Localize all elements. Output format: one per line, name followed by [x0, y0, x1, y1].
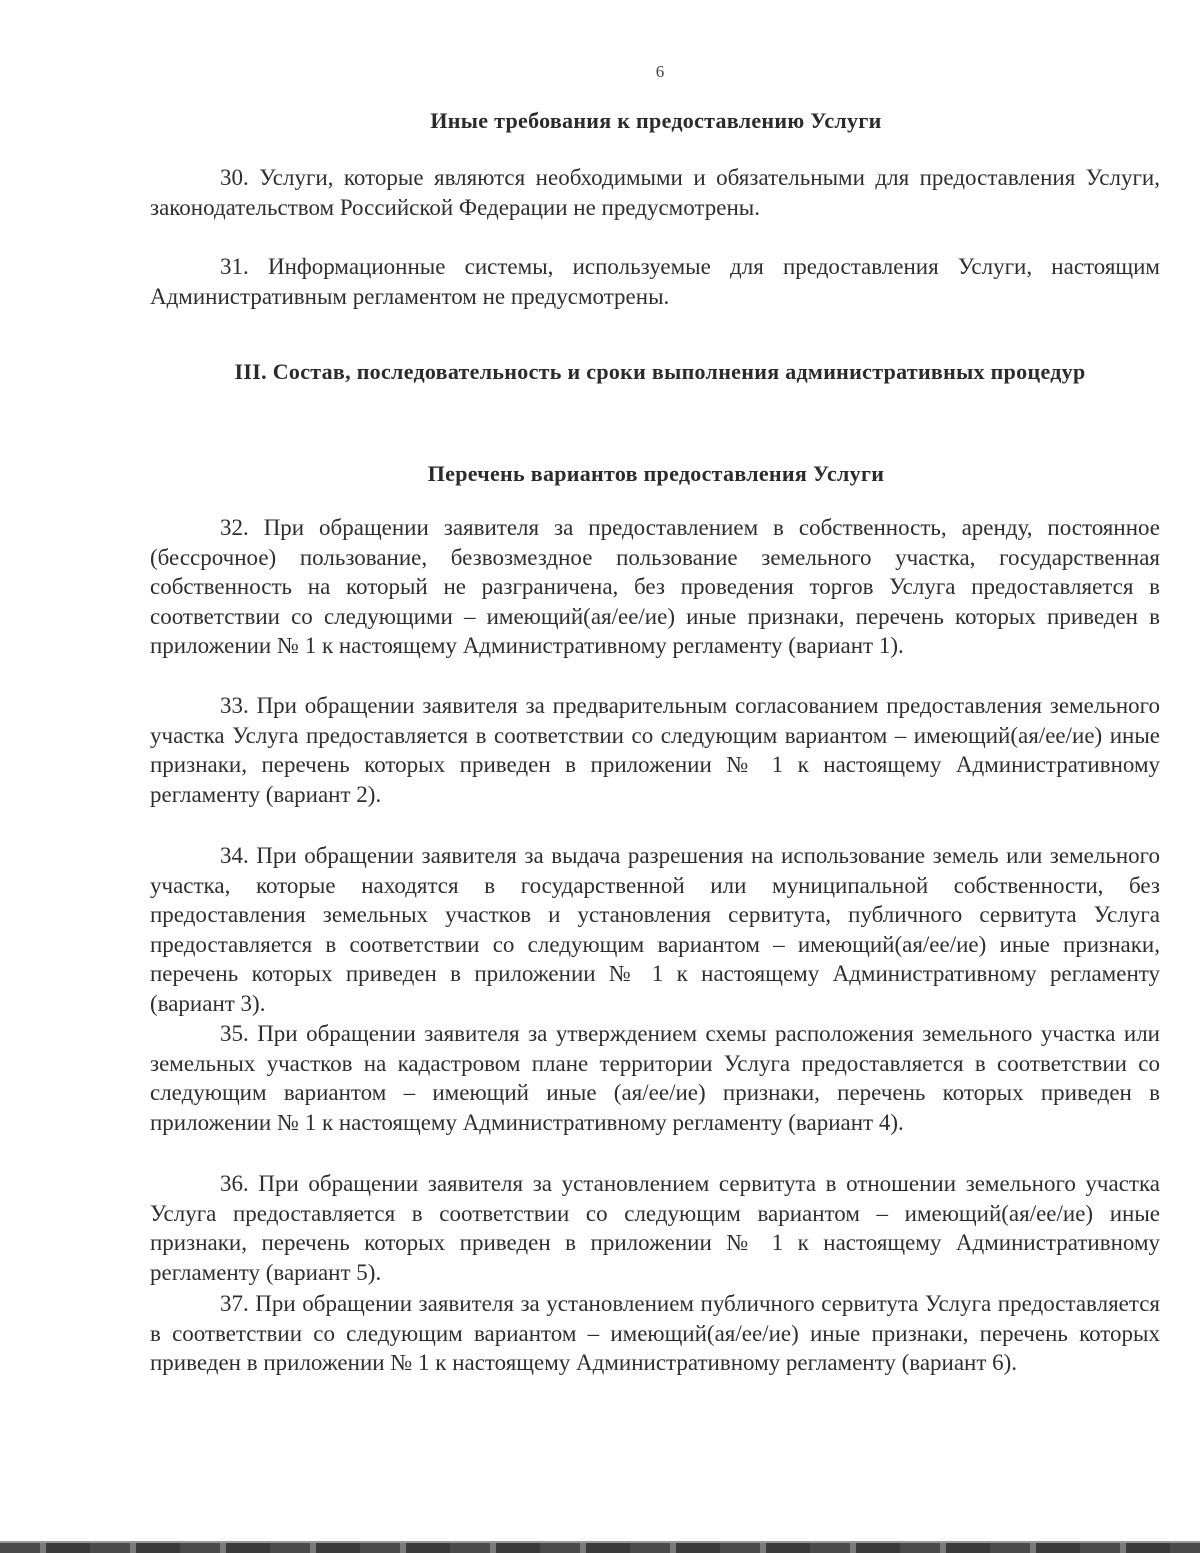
paragraph-36: 36. При обращении заявителя за установлением сервитута в отношении земельного участка Услуга предоставляется в соответствии со следующим вариантом – имеющий(ая/ее/ие) иные признаки, перечень которых приведен в приложении № 1 к настоящему Административному регламенту (вариант 5).	[150, 1171, 1160, 1285]
paragraph-31: 31. Информационные системы, используемые для предоставления Услуги, настоящим Административным регламентом не предусмотрены.	[150, 254, 1160, 309]
paragraph-33: 33. При обращении заявителя за предварительным согласованием предоставления земельного участка Услуга предоставляется в соответствии со следующим вариантом – имеющий(ая/ее/ие) иные признаки, перечень которых приведен в приложении № 1 к настоящему Административному регламенту (вариант 2).	[150, 693, 1160, 807]
heading-section-3: III. Состав, последовательность и сроки выполнения административных процедур	[234, 359, 1086, 384]
heading-other-requirements: Иные требования к предоставлению Услуги	[430, 108, 882, 133]
paragraph-34: 34. При обращении заявителя за выдача разрешения на использование земель или земельного участка, которые находятся в государственной или муниципальной собственности, без предоставления земельных участков и установления сервитута, публичного сервитута Услуга предоставляется в соответствии со следующим вариантом – имеющий(ая/ее/ие) иные признаки, перечень которых приведен в приложении № 1 к настоящему Административному регламенту (вариант 3).	[150, 843, 1160, 1016]
scan-edge	[0, 1543, 1200, 1553]
paragraph-30: 30. Услуги, которые являются необходимыми и обязательными для предоставления Услуги, законодательством Российской Федерации не предусмотрены.	[150, 165, 1160, 220]
paragraph-37: 37. При обращении заявителя за установлением публичного сервитута Услуга предоставляется в соответствии со следующим вариантом – имеющий(ая/ее/ие) иные признаки, перечень которых приведен в приложении № 1 к настоящему Административному регламенту (вариант 6).	[150, 1291, 1160, 1376]
heading-variants-list: Перечень вариантов предоставления Услуги	[427, 461, 885, 486]
paragraph-32: 32. При обращении заявителя за предоставлением в собственность, аренду, постоянное (бессрочное) пользование, безвозмездное пользование земельного участка, государственная собственность на который не разграничена, без проведения торгов Услуга предоставляется в соответствии со следующими – имеющий(ая/ее/ие) иные признаки, перечень которых приведен в приложении № 1 к настоящему Административному регламенту (вариант 1).	[150, 515, 1160, 659]
page-number: 6	[655, 62, 665, 81]
paragraph-35: 35. При обращении заявителя за утверждением схемы расположения земельного участка или земельных участков на кадастровом плане территории Услуга предоставляется в соответствии со следующим вариантом – имеющий иные (ая/ее/ие) признаки, перечень которых приведен в приложении № 1 к настоящему Административному регламенту (вариант 4).	[150, 1021, 1160, 1135]
